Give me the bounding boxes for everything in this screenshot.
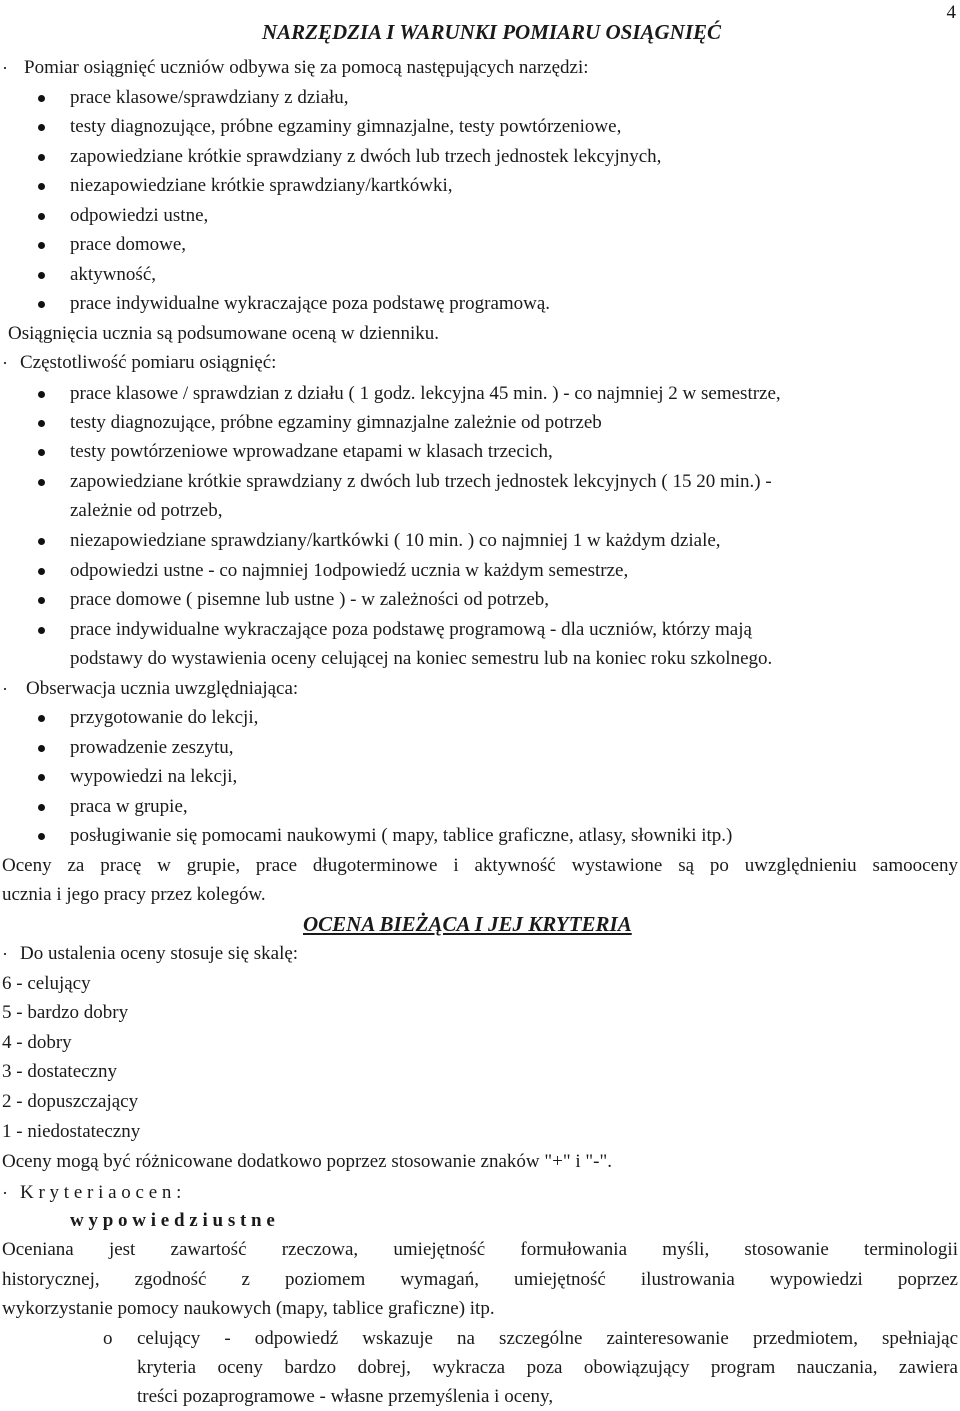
heading-tools: NARZĘDZIA I WARUNKI POMIARU OSIĄGNIĘĆ [262, 20, 722, 44]
bullet-icon [38, 213, 45, 220]
list-item-text: praca w grupie, [70, 796, 188, 817]
tools-intro: Pomiar osiągnięć uczniów odbywa się za pomocą następujących narzędzi: [24, 57, 589, 78]
dot-marker: · [2, 1183, 8, 1203]
observation-intro: Obserwacja ucznia uwzględniająca: [26, 678, 299, 699]
list-item-text: prace klasowe / sprawdzian z działu ( 1 godz. lekcyjna 45 min. ) - co najmniej 2 w semestrze, [70, 383, 781, 404]
list-item-text: prowadzenie zeszytu, [70, 737, 234, 758]
bullet-icon [38, 745, 45, 752]
list-item-text: zależnie od potrzeb, [70, 500, 223, 521]
grade-text: 4 - dobry [2, 1032, 72, 1053]
dot-marker: · [2, 944, 8, 964]
grade-text: 5 - bardzo dobry [2, 1002, 129, 1023]
bullet-icon [38, 242, 45, 249]
list-item-text: zapowiedziane krótkie sprawdziany z dwóch lub trzech jednostek lekcyjnych, [70, 146, 662, 167]
list-item-text: zapowiedziane krótkie sprawdziany z dwóch lub trzech jednostek lekcyjnych ( 15 20 min.) - [70, 471, 772, 492]
bullet-icon [38, 449, 45, 456]
dot-marker: · [2, 353, 8, 373]
bullet-icon [38, 154, 45, 161]
bullet-icon [38, 420, 45, 427]
list-item-text: niezapowiedziane sprawdziany/kartkówki ( 10 min. ) co najmniej 1 w każdym dziale, [70, 530, 721, 551]
bullet-icon [38, 391, 45, 398]
list-item-text: testy diagnozujące, próbne egzaminy gimnazjalne zależnie od potrzeb [70, 412, 602, 433]
criteria-subheading: w y p o w i e d z i u s t n e [70, 1210, 275, 1231]
bullet-icon [38, 715, 45, 722]
list-item-text: przygotowanie do lekcji, [70, 707, 259, 728]
criteria-paragraph-line: Oceniana jest zawartość rzeczowa, umiejętność formułowania myśli, stosowanie terminologii [2, 1239, 958, 1260]
list-item-text: prace indywidualne wykraczające poza podstawę programową - dla uczniów, którzy mają [70, 619, 752, 640]
bullet-icon [38, 627, 45, 634]
bullet-icon [38, 272, 45, 279]
bullet-icon [38, 124, 45, 131]
list-item-text: wypowiedzi na lekcji, [70, 766, 238, 787]
bullet-icon [38, 538, 45, 545]
criteria-paragraph-line: wykorzystanie pomocy naukowych (mapy, tablice graficzne) itp. [2, 1298, 495, 1319]
tools-summary-text: Osiągnięcia ucznia są podsumowane oceną w dzienniku. [8, 323, 440, 344]
scale-note-text: Oceny mogą być różnicowane dodatkowo poprzez stosowanie znaków "+" i "-". [2, 1151, 612, 1172]
grade-text: 6 - celujący [2, 973, 91, 994]
observation-paragraph-line: ucznia i jego pracy przez kolegów. [2, 884, 266, 905]
scale-intro: Do ustalenia oceny stosuje się skalę: [20, 943, 299, 964]
bullet-icon [38, 95, 45, 102]
bullet-icon [38, 183, 45, 190]
list-item-text: prace domowe ( pisemne lub ustne ) - w zależności od potrzeb, [70, 589, 550, 610]
bullet-icon [38, 568, 45, 575]
criteria-intro: K r y t e r i a o c e n : [20, 1182, 182, 1203]
observation-paragraph-line: Oceny za pracę w grupie, prace długoterminowe i aktywność wystawione są po uwzględnieniu samooceny [2, 855, 958, 876]
list-item-text: testy diagnozujące, próbne egzaminy gimnazjalne, testy powtórzeniowe, [70, 116, 622, 137]
page-number: 4 [946, 2, 956, 23]
list-item-text: odpowiedzi ustne - co najmniej 1odpowiedź ucznia w każdym semestrze, [70, 560, 629, 581]
frequency-intro: Częstotliwość pomiaru osiągnięć: [20, 352, 277, 373]
heading-current-grading: OCENA BIEŻĄCA I JEJ KRYTERIA [303, 912, 632, 936]
criteria-item-line: kryteria oceny bardzo dobrej, wykracza poza obowiązujący program nauczania, zawiera [137, 1357, 958, 1378]
bullet-icon [38, 804, 45, 811]
list-item-text: niezapowiedziane krótkie sprawdziany/kartkówki, [70, 175, 453, 196]
grade-text: 3 - dostateczny [2, 1061, 118, 1082]
circle-bullet-icon: o [103, 1328, 113, 1349]
list-item-text: prace klasowe/sprawdziany z działu, [70, 87, 349, 108]
list-item-text: odpowiedzi ustne, [70, 205, 209, 226]
bullet-icon [38, 774, 45, 781]
bullet-icon [38, 301, 45, 308]
list-item-text: prace domowe, [70, 234, 187, 255]
dot-marker: · [2, 679, 8, 699]
list-item-text: prace indywidualne wykraczające poza podstawę programową. [70, 293, 551, 314]
grade-text: 2 - dopuszczający [2, 1091, 139, 1112]
list-item-text: testy powtórzeniowe wprowadzane etapami w klasach trzecich, [70, 441, 553, 462]
bullet-icon [38, 833, 45, 840]
criteria-item-text: treści pozaprogramowe - własne przemyślenia i oceny, [137, 1386, 554, 1407]
criteria-paragraph-line: historycznej, zgodność z poziomem wymagań, umiejętność ilustrowania wypowiedzi poprzez [2, 1269, 958, 1290]
bullet-icon [38, 597, 45, 604]
dot-marker: · [2, 58, 8, 78]
grade-text: 1 - niedostateczny [2, 1121, 141, 1142]
list-item-text: podstawy do wystawienia oceny celującej na koniec semestru lub na koniec roku szkolnego. [70, 648, 773, 669]
bullet-icon [38, 479, 45, 486]
list-item-text: posługiwanie się pomocami naukowymi ( mapy, tablice graficzne, atlasy, słowniki itp.) [70, 825, 733, 846]
criteria-item-line: celujący - odpowiedź wskazuje na szczególne zainteresowanie przedmiotem, spełniając [137, 1328, 958, 1349]
list-item-text: aktywność, [70, 264, 157, 285]
